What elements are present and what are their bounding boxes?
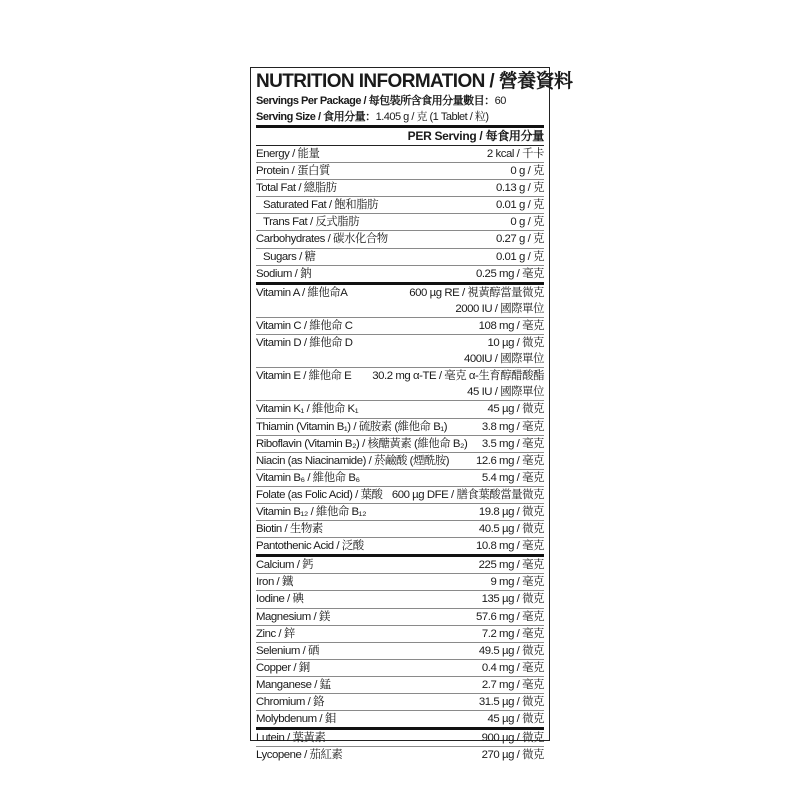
- nutrient-row: [256, 400, 544, 417]
- nutrient-row: [256, 557, 544, 573]
- servings-per-package: [256, 93, 544, 109]
- nutrient-name: Total Fat / 總脂肪: [256, 182, 337, 195]
- serving-size: [256, 109, 544, 125]
- nutrient-section: [256, 727, 544, 763]
- nutrient-name: Iodine / 碘: [256, 593, 304, 606]
- nutrient-row: [256, 676, 544, 693]
- nutrient-row: [256, 317, 544, 334]
- nutrient-name: Vitamin K₁ / 維他命 K₁: [256, 403, 359, 416]
- nutrient-row: [256, 520, 544, 537]
- nutrient-row: [256, 730, 544, 746]
- nutrient-value: 3.5 mg / 毫克: [481, 437, 544, 450]
- nutrient-value: 40.5 µg / 微克: [478, 523, 544, 536]
- nutrient-name: Zinc / 鋅: [256, 627, 295, 640]
- nutrient-value: 400IU / 國際單位: [463, 353, 544, 366]
- nutrient-row: [256, 146, 544, 162]
- nutrient-name: Vitamin E / 維他命 E: [256, 370, 352, 383]
- nutrient-name: Selenium / 硒: [256, 644, 319, 657]
- nutrient-value: 7.2 mg / 毫克: [481, 627, 544, 640]
- nutrient-value: 135 µg / 微克: [481, 593, 544, 606]
- nutrient-row: [256, 334, 544, 351]
- nutrient-value: 600 µg DFE / 膳食葉酸當量微克: [391, 488, 544, 501]
- nutrient-value: 0 g / 克: [510, 216, 544, 229]
- label-title: NUTRITION INFORMATION / 營養資料: [256, 71, 573, 92]
- nutrient-name: Magnesium / 鎂: [256, 610, 330, 623]
- nutrient-value: 19.8 µg / 微克: [478, 505, 544, 518]
- nutrient-name: Lutein / 葉黃素: [256, 732, 326, 745]
- nutrient-name: Calcium / 鈣: [256, 559, 314, 572]
- nutrient-row-continuation: [256, 351, 544, 367]
- nutrient-value: 9 mg / 毫克: [490, 576, 544, 589]
- nutrient-row: [256, 573, 544, 590]
- nutrient-value: 2000 IU / 國際單位: [455, 302, 544, 315]
- nutrient-value: 0.01 g / 克: [495, 199, 544, 212]
- nutrient-row: [256, 746, 544, 763]
- nutrient-row: [256, 537, 544, 554]
- nutrient-name: Lycopene / 茄紅素: [256, 749, 343, 762]
- nutrient-row: [256, 435, 544, 452]
- nutrient-sections: [256, 146, 544, 763]
- nutrient-name: Vitamin B₁₂ / 維他命 B₁₂: [256, 505, 367, 518]
- nutrient-value: 225 mg / 毫克: [478, 559, 544, 572]
- nutrition-label: [250, 67, 573, 762]
- nutrient-section: [256, 554, 544, 727]
- nutrient-name: Copper / 銅: [256, 661, 310, 674]
- nutrient-section: [256, 146, 544, 282]
- nutrient-name: Molybdenum / 鉬: [256, 713, 336, 726]
- nutrient-name: Vitamin D / 維他命 D: [256, 337, 353, 350]
- nutrient-value: 270 µg / 微克: [481, 749, 544, 762]
- nutrient-name: Vitamin C / 維他命 C: [256, 319, 353, 332]
- nutrient-row: [256, 213, 544, 230]
- nutrient-name: Manganese / 錳: [256, 678, 331, 691]
- nutrient-name: Chromium / 鉻: [256, 696, 325, 708]
- nutrient-name: Protein / 蛋白質: [256, 165, 330, 178]
- nutrient-row: [256, 608, 544, 625]
- nutrient-value: 0 g / 克: [510, 165, 544, 178]
- nutrient-value: 30.2 mg α-TE / 毫克 α-生育醇醋酸酯: [372, 370, 544, 383]
- nutrient-value: 10 µg / 微克: [487, 337, 544, 350]
- nutrient-row: [256, 162, 544, 179]
- nutrient-value: 0.13 g / 克: [495, 182, 544, 195]
- nutrient-value: 2.7 mg / 毫克: [481, 678, 544, 691]
- servings-value: 60: [494, 95, 506, 107]
- nutrient-row: [256, 452, 544, 469]
- nutrient-value: 0.25 mg / 毫克: [475, 267, 544, 280]
- nutrient-value: 31.5 µg / 微克: [478, 696, 544, 708]
- nutrient-value: 10.8 mg / 毫克: [475, 540, 544, 553]
- nutrient-row-continuation: [256, 301, 544, 317]
- servings-label: Servings Per Package / 每包裝所含食用分量數目：: [256, 95, 495, 107]
- nutrient-name: Carbohydrates / 碳水化合物: [256, 233, 388, 246]
- nutrient-row: [256, 285, 544, 301]
- nutrient-value: 45 IU / 國際單位: [467, 386, 544, 399]
- nutrient-row: [256, 710, 544, 727]
- nutrient-value: 57.6 mg / 毫克: [475, 610, 544, 623]
- nutrient-row: [256, 196, 544, 213]
- nutrient-value: 900 µg / 微克: [481, 732, 544, 745]
- nutrient-value: 45 µg / 微克: [487, 403, 544, 416]
- serving-size-value: 1.405 g / 克 (1 Tablet / 粒): [375, 111, 489, 123]
- nutrient-value: 5.4 mg / 毫克: [481, 471, 544, 484]
- nutrient-value: 3.8 mg / 毫克: [481, 420, 544, 433]
- nutrient-row: [256, 179, 544, 196]
- nutrient-row: [256, 230, 544, 247]
- nutrient-value: 2 kcal / 千卡: [486, 148, 544, 160]
- column-header: PER Serving / 每食用分量: [256, 128, 544, 146]
- nutrient-value: 0.27 g / 克: [495, 233, 544, 246]
- nutrient-value: 0.01 g / 克: [495, 250, 544, 263]
- nutrient-row: [256, 693, 544, 710]
- nutrient-name: Iron / 鐵: [256, 576, 293, 589]
- nutrient-name: Trans Fat / 反式脂肪: [263, 216, 360, 229]
- nutrient-value: 45 µg / 微克: [487, 713, 544, 726]
- nutrient-row: [256, 469, 544, 486]
- nutrient-row: [256, 265, 544, 282]
- nutrient-row: [256, 367, 544, 384]
- nutrient-name: Niacin (as Niacinamide) / 菸鹼酸 (煙酰胺): [256, 454, 450, 467]
- nutrient-name: Saturated Fat / 飽和脂肪: [263, 199, 379, 212]
- nutrient-name: Sugars / 糖: [263, 250, 316, 263]
- nutrient-name: Riboflavin (Vitamin B₂) / 核醣黃素 (維他命 B₂): [256, 437, 468, 450]
- nutrient-row: [256, 486, 544, 503]
- nutrient-row: [256, 590, 544, 607]
- nutrient-name: Folate (as Folic Acid) / 葉酸: [256, 488, 383, 501]
- nutrient-row: [256, 248, 544, 265]
- nutrient-value: 49.5 µg / 微克: [478, 644, 544, 657]
- nutrient-name: Vitamin A / 維他命A: [256, 286, 348, 299]
- nutrient-name: Sodium / 鈉: [256, 267, 312, 280]
- nutrient-name: Pantothenic Acid / 泛酸: [256, 540, 364, 553]
- nutrient-value: 108 mg / 毫克: [478, 319, 544, 332]
- nutrient-row: [256, 642, 544, 659]
- serving-size-label: Serving Size / 食用分量：: [256, 111, 376, 123]
- nutrient-row: [256, 503, 544, 520]
- nutrient-value: 600 µg RE / 視黃醇當量微克: [409, 286, 544, 299]
- nutrient-row: [256, 659, 544, 676]
- nutrient-name: Thiamin (Vitamin B₁) / 硫胺素 (維他命 B₁): [256, 420, 448, 433]
- nutrient-name: Biotin / 生物素: [256, 523, 323, 536]
- nutrient-row: [256, 418, 544, 435]
- nutrient-section: [256, 282, 544, 555]
- nutrient-row-continuation: [256, 384, 544, 400]
- nutrient-value: 0.4 mg / 毫克: [481, 661, 544, 674]
- nutrient-name: Energy / 能量: [256, 148, 320, 160]
- nutrient-row: [256, 625, 544, 642]
- nutrient-value: 12.6 mg / 毫克: [475, 454, 544, 467]
- nutrient-name: Vitamin B₆ / 維他命 B₆: [256, 471, 360, 484]
